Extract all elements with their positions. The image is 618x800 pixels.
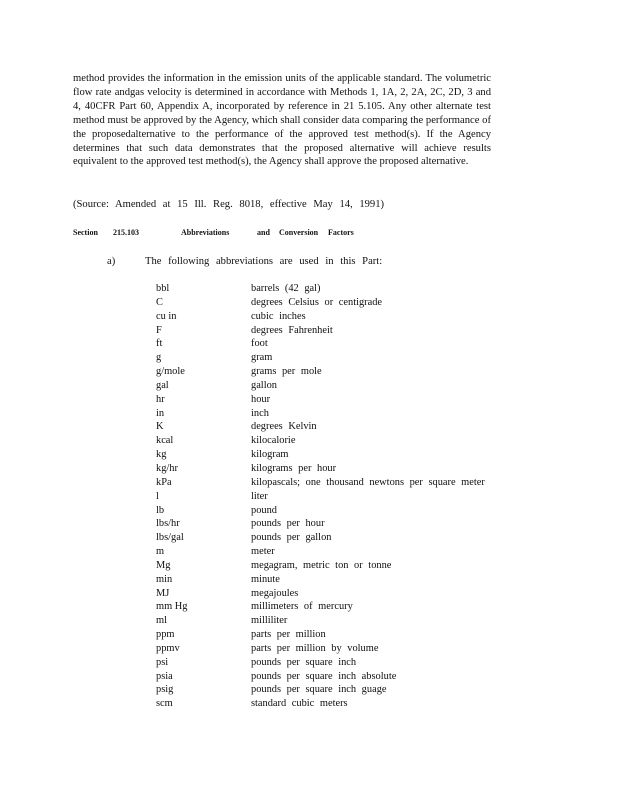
abbreviation-term: kg xyxy=(156,449,167,461)
abbreviation-row xyxy=(156,324,516,338)
abbreviation-meaning: liter xyxy=(251,490,268,502)
abbreviation-row xyxy=(156,642,516,656)
abbreviation-term: ppm xyxy=(156,629,175,641)
abbreviation-row xyxy=(156,670,516,684)
subsection-a-text: The following abbreviations are used in this Part: xyxy=(145,256,383,267)
abbreviation-meaning: millimeters of mercury xyxy=(251,601,353,613)
abbreviation-row xyxy=(156,296,516,310)
abbreviation-term: psia xyxy=(156,670,173,682)
abbreviation-term: cu in xyxy=(156,310,177,322)
abbreviation-row xyxy=(156,559,516,573)
abbreviation-row xyxy=(156,393,516,407)
section-label: Section xyxy=(73,228,98,237)
abbreviation-row xyxy=(156,517,516,531)
abbreviation-row xyxy=(156,628,516,642)
abbreviation-row xyxy=(156,337,516,351)
abbreviation-meaning: megajoules xyxy=(251,587,299,599)
abbreviation-meaning: degrees Kelvin xyxy=(251,421,317,433)
abbreviation-row xyxy=(156,351,516,365)
abbreviation-term: K xyxy=(156,421,164,433)
abbreviation-row xyxy=(156,573,516,587)
abbreviation-meaning: hour xyxy=(251,393,271,405)
abbreviation-term: ft xyxy=(156,338,163,350)
abbreviation-meaning: parts per million xyxy=(251,629,326,641)
abbreviation-row xyxy=(156,697,516,711)
abbreviation-term: hr xyxy=(156,393,165,405)
abbreviation-meaning: degrees Celsius or centigrade xyxy=(251,296,383,308)
abbreviation-term: gal xyxy=(156,379,169,391)
abbreviation-meaning: cubic inches xyxy=(251,310,306,322)
abbreviation-term: lbs/gal xyxy=(156,532,184,544)
abbreviation-row xyxy=(156,600,516,614)
abbreviation-meaning: parts per million by volume xyxy=(251,642,379,654)
abbreviation-meaning: standard cubic meters xyxy=(251,698,348,710)
section-title-word-2: and xyxy=(257,228,270,237)
abbreviation-meaning: pounds per square inch absolute xyxy=(251,670,397,682)
abbreviation-term: kg/hr xyxy=(156,462,178,474)
section-title-word-3: Conversion xyxy=(279,228,319,237)
abbreviation-term: g/mole xyxy=(156,366,185,378)
abbreviation-row xyxy=(156,476,516,490)
abbreviation-meaning: megagram, metric ton or tonne xyxy=(251,559,392,571)
abbreviation-term: lbs/hr xyxy=(156,518,180,530)
abbreviation-row xyxy=(156,310,516,324)
abbreviation-row xyxy=(156,434,516,448)
abbreviation-meaning: milliliter xyxy=(251,615,288,627)
abbreviation-term: lb xyxy=(156,504,165,516)
abbreviation-meaning: grams per mole xyxy=(251,366,322,378)
abbreviation-list xyxy=(156,282,516,711)
abbreviation-term: psi xyxy=(156,656,169,668)
abbreviation-term: g xyxy=(156,352,162,364)
section-heading xyxy=(73,228,373,242)
abbreviation-meaning: pounds per square inch guage xyxy=(251,684,387,696)
abbreviation-term: min xyxy=(156,573,173,585)
abbreviation-meaning: meter xyxy=(251,546,275,558)
abbreviation-term: F xyxy=(156,324,162,336)
abbreviation-meaning: pounds per hour xyxy=(251,518,325,530)
source-note: (Source: Amended at 15 Ill. Reg. 8018, effective May 14, 1991) xyxy=(73,199,385,210)
abbreviation-meaning: minute xyxy=(251,573,280,585)
abbreviation-meaning: barrels (42 gal) xyxy=(251,283,321,294)
abbreviation-term: ml xyxy=(156,615,167,627)
abbreviation-row xyxy=(156,365,516,379)
abbreviation-row xyxy=(156,587,516,601)
abbreviation-meaning: pounds per gallon xyxy=(251,532,332,544)
subsection-a-label: a) xyxy=(107,256,116,267)
abbreviation-term: MJ xyxy=(156,587,170,599)
abbreviation-meaning: gram xyxy=(251,352,273,364)
abbreviation-term: mm Hg xyxy=(156,601,188,613)
abbreviation-row xyxy=(156,531,516,545)
abbreviation-term: l xyxy=(156,490,159,502)
abbreviation-row xyxy=(156,407,516,421)
abbreviation-row xyxy=(156,282,516,296)
abbreviation-meaning: inch xyxy=(251,407,269,419)
abbreviation-meaning: pound xyxy=(251,504,277,516)
abbreviation-row xyxy=(156,420,516,434)
abbreviation-meaning: foot xyxy=(251,338,268,350)
abbreviation-meaning: degrees Fahrenheit xyxy=(251,324,333,336)
abbreviation-row xyxy=(156,379,516,393)
section-title-word-1: Abbreviations xyxy=(181,228,230,237)
abbreviation-row xyxy=(156,614,516,628)
abbreviation-meaning: pounds per square inch xyxy=(251,656,357,668)
abbreviation-term: kPa xyxy=(156,476,172,488)
abbreviation-term: Mg xyxy=(156,559,171,571)
abbreviation-term: m xyxy=(156,546,165,558)
section-title-word-4: Factors xyxy=(328,228,354,237)
abbreviation-meaning: kilopascals; one thousand newtons per square meter xyxy=(251,476,485,488)
abbreviation-row xyxy=(156,462,516,476)
abbreviation-meaning: kilogram xyxy=(251,449,289,461)
abbreviation-term: bbl xyxy=(156,283,170,294)
section-number: 215.103 xyxy=(113,228,139,237)
abbreviation-row xyxy=(156,656,516,670)
abbreviation-row xyxy=(156,683,516,697)
abbreviation-row xyxy=(156,490,516,504)
abbreviation-meaning: kilograms per hour xyxy=(251,462,337,474)
abbreviation-term: scm xyxy=(156,698,173,710)
abbreviation-term: psig xyxy=(156,684,174,696)
abbreviation-term: in xyxy=(156,407,165,419)
abbreviation-meaning: gallon xyxy=(251,379,277,391)
abbreviation-term: C xyxy=(156,296,163,308)
body-paragraph: method provides the information in the emission units of the applicable standard. The volumetric flow rate andgas velocity is determined in accordance with Methods 1, 1A, 2, 2A, 2C, 2D, 3 and 4, 40CFR Part 60, Appendix A, incorporated by reference in 21 5.105. Any other alternate test method must be approved by the Agency, which shall consider data comparing the performance of the proposedalternative to the performance of the approved test method(s). If the Agency determines that such data demonstrates that the proposed alternative will achieve results equivalent to the approved test method(s), the Agency shall approve the proposed alternative. xyxy=(73,73,491,168)
abbreviation-row xyxy=(156,545,516,559)
abbreviation-row xyxy=(156,448,516,462)
abbreviation-term: ppmv xyxy=(156,642,180,654)
abbreviation-meaning: kilocalorie xyxy=(251,435,296,447)
abbreviation-term: kcal xyxy=(156,435,174,447)
abbreviation-row xyxy=(156,504,516,518)
